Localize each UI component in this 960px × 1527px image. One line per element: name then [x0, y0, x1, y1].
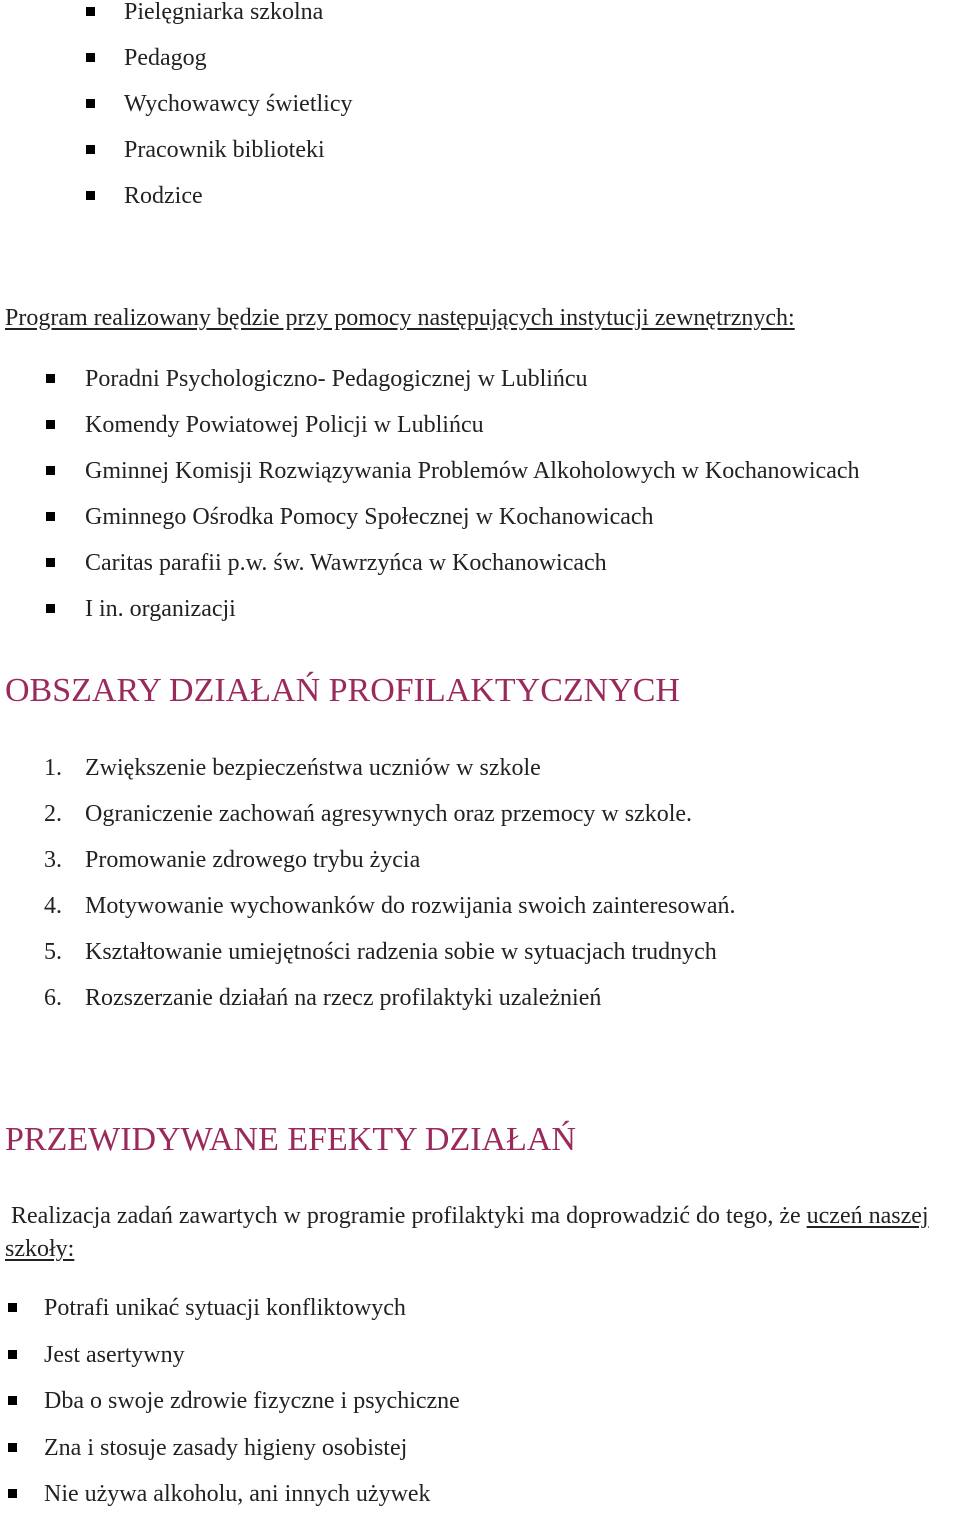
areas-list — [0, 754, 735, 1030]
list-item-text: Promowanie zdrowego trybu życia — [85, 847, 421, 873]
list-item-text: Ograniczenie zachowań agresywnych oraz przemocy w szkole. — [85, 801, 693, 827]
list-item-text: Caritas parafii p.w. św. Wawrzyńca w Kochanowicach — [85, 550, 607, 576]
item-number: 3. — [44, 847, 62, 873]
list-item — [0, 182, 352, 228]
list-item-text: Zwiększenie bezpieczeństwa uczniów w szkole — [85, 755, 541, 781]
square-bullet-icon — [8, 1350, 17, 1359]
institutions-list — [0, 365, 860, 641]
square-bullet-icon — [46, 558, 55, 567]
square-bullet-icon — [86, 99, 95, 108]
list-item — [0, 1480, 460, 1527]
effects-intro-text: Realizacja zadań zawartych w programie profilaktyki ma doprowadzić do tego, że — [11, 1203, 807, 1229]
square-bullet-icon — [46, 374, 55, 383]
list-item — [0, 365, 860, 411]
institutions-intro: Program realizowany będzie przy pomocy następujących instytucji zewnętrznych: — [5, 305, 795, 331]
square-bullet-icon — [46, 466, 55, 475]
list-item-text: Motywowanie wychowanków do rozwijania swoich zainteresowań. — [85, 893, 736, 919]
list-item — [0, 411, 860, 457]
square-bullet-icon — [8, 1303, 17, 1312]
list-item — [0, 595, 860, 641]
square-bullet-icon — [46, 420, 55, 429]
square-bullet-icon — [86, 191, 95, 200]
list-item — [0, 44, 352, 90]
list-item-text: Wychowawcy świetlicy — [124, 91, 353, 117]
list-item-text: Pielęgniarka szkolna — [124, 0, 324, 25]
item-number: 2. — [44, 801, 62, 827]
list-item-text: Rodzice — [124, 183, 203, 209]
list-item-text: Potrafi unikać sytuacji konfliktowych — [44, 1295, 406, 1321]
effects-heading: PRZEWIDYWANE EFEKTY DZIAŁAŃ — [5, 1121, 576, 1158]
item-number: 5. — [44, 939, 62, 965]
item-number: 1. — [44, 755, 62, 781]
square-bullet-icon — [86, 53, 95, 62]
square-bullet-icon — [46, 604, 55, 613]
list-item-text: Komendy Powiatowej Policji w Lublińcu — [85, 412, 484, 438]
list-item — [0, 938, 735, 984]
item-number: 6. — [44, 985, 62, 1011]
list-item-text: Kształtowanie umiejętności radzenia sobie w sytuacjach trudnych — [85, 939, 717, 965]
areas-heading: OBSZARY DZIAŁAŃ PROFILAKTYCZNYCH — [5, 672, 680, 709]
list-item-text: Nie używa alkoholu, ani innych używek — [44, 1481, 431, 1507]
list-item-text: Pracownik biblioteki — [124, 137, 325, 163]
effects-intro — [5, 1200, 957, 1266]
list-item — [0, 846, 735, 892]
square-bullet-icon — [46, 512, 55, 521]
list-item — [0, 136, 352, 182]
list-item — [0, 90, 352, 136]
list-item — [0, 892, 735, 938]
square-bullet-icon — [86, 7, 95, 16]
list-item — [0, 1294, 460, 1341]
list-item — [0, 457, 860, 503]
list-item-text: Jest asertywny — [44, 1341, 185, 1368]
list-item-text: Poradni Psychologiczno- Pedagogicznej w Lublińcu — [85, 366, 588, 392]
effects-intro-underlined: uczeń naszej szkoły: — [5, 1203, 929, 1262]
square-bullet-icon — [8, 1489, 17, 1498]
list-item — [0, 800, 735, 846]
list-item-text: Gminnego Ośrodka Pomocy Społecznej w Kochanowicach — [85, 504, 654, 530]
list-item-text: I in. organizacji — [85, 596, 236, 622]
list-item — [0, 549, 860, 595]
list-item — [0, 1341, 460, 1388]
list-item-text: Zna i stosuje zasady higieny osobistej — [44, 1434, 408, 1461]
square-bullet-icon — [8, 1443, 17, 1452]
square-bullet-icon — [8, 1396, 17, 1405]
list-item — [0, 754, 735, 800]
staff-list — [0, 0, 352, 228]
list-item — [0, 1387, 460, 1434]
list-item — [0, 0, 352, 44]
list-item-text: Gminnej Komisji Rozwiązywania Problemów Alkoholowych w Kochanowicach — [85, 458, 860, 484]
list-item — [0, 503, 860, 549]
list-item-text: Pedagog — [124, 45, 207, 71]
item-number: 4. — [44, 893, 62, 919]
effects-list — [0, 1294, 460, 1527]
list-item-text: Dba o swoje zdrowie fizyczne i psychiczne — [44, 1388, 460, 1414]
square-bullet-icon — [86, 145, 95, 154]
list-item — [0, 984, 735, 1030]
list-item-text: Rozszerzanie działań na rzecz profilaktyki uzależnień — [85, 985, 602, 1011]
list-item — [0, 1434, 460, 1481]
